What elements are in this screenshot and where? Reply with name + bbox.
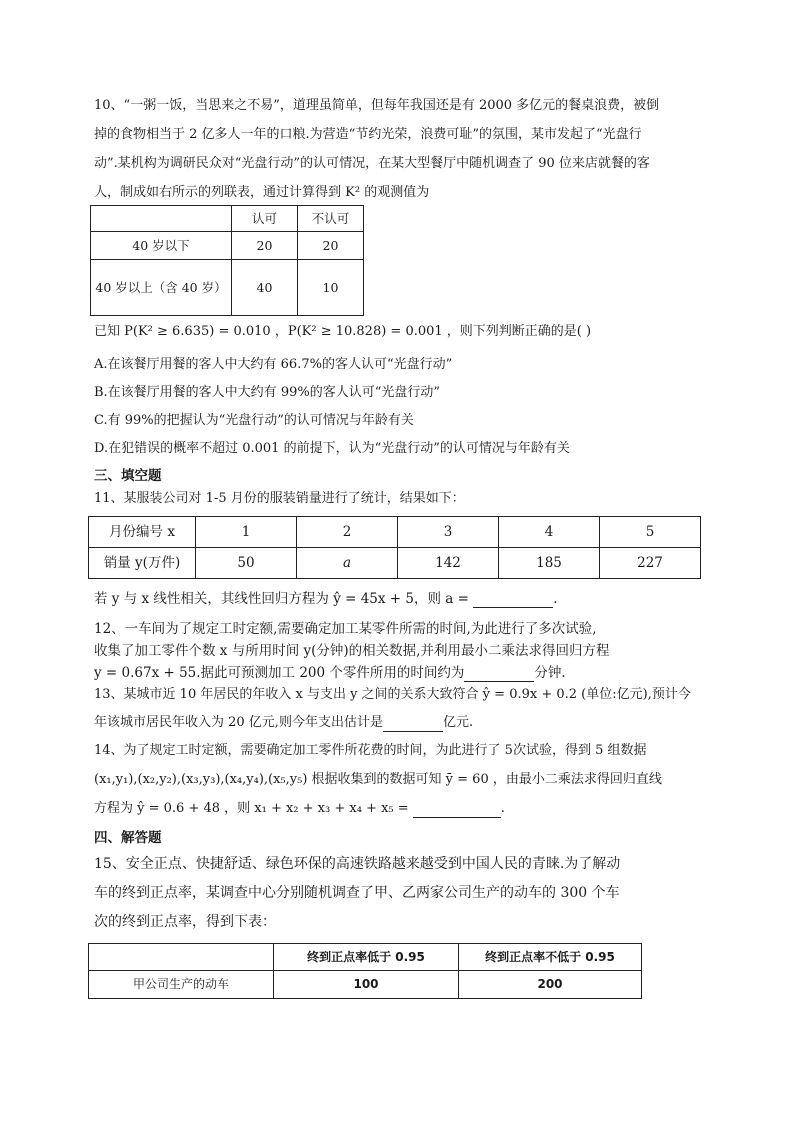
table-cell: 1 [196,517,297,548]
table-row [89,548,701,579]
table-row [91,260,364,316]
table-cell: 20 [298,232,364,260]
q11-question [94,590,558,608]
q12-line-3-tail: 分钟. [534,665,566,681]
table-cell: 50 [196,548,297,579]
table-cell: 5 [600,517,701,548]
table-row [91,206,364,232]
table-cell: 甲公司生产的动车 [89,971,274,999]
table-cell: 200 [459,971,642,999]
q11-sales-table [88,516,701,579]
q11-question-text: 若 y 与 x 线性相关，其线性回归方程为 ŷ = 45x + 5，则 a = [94,591,474,607]
q14-line-3-tail: . [500,801,505,816]
table-cell: 142 [398,548,499,579]
answer-blank [464,667,534,682]
table-cell: 40 [232,260,298,316]
table-cell: 4 [499,517,600,548]
table-cell: 100 [274,971,459,999]
answer-blank [473,593,553,608]
section-heading-answer: 四、解答题 [94,830,162,846]
q10-line-1: 10、“一粥一饭，当思来之不易”，道理虽简单，但每年我国还是有 2000 多亿元的餐桌浪费，被倒 [94,98,660,113]
table-cell: 月份编号 x [89,517,196,548]
table-cell: 40 岁以下 [91,232,232,260]
table-cell: 终到正点率低于 0.95 [274,944,459,971]
table-cell: 2 [297,517,398,548]
q13-line-1: 13、某城市近 10 年居民的年收入 x 与支出 y 之间的关系大致符合 ŷ = 0.9x + 0.2 (单位:亿元),预计今 [94,687,691,702]
table-cell [89,944,274,971]
table-row [91,232,364,260]
table-row [89,971,642,999]
table-cell: 不认可 [298,206,364,232]
q12-line-3 [94,664,566,682]
answer-blank [413,803,501,818]
q10-contingency-table [90,205,364,316]
table-cell: 终到正点率不低于 0.95 [459,944,642,971]
q15-line-1: 15、安全正点、快捷舒适、绿色环保的高速铁路越来越受到中国人民的青睐.为了解动 [94,856,621,872]
q10-option-b: B.在该餐厅用餐的客人中大约有 99%的客人认可“光盘行动” [94,385,441,400]
q14-line-3-text: 方程为 ŷ = 0.6 + 48 ，则 x₁ + x₂ + x₃ + x₄ + x₅ = [94,801,413,816]
answer-blank [383,717,443,732]
table-cell: 40 岁以上（含 40 岁） [91,260,232,316]
section-heading-fill-in: 三、填空题 [94,468,162,484]
q10-line-3: 动”.某机构为调研民众对“光盘行动”的认可情况，在某大型餐厅中随机调查了 90 位来店就餐的客 [94,156,650,171]
q13-line-2-text: 年该城市居民年收入为 20 亿元,则今年支出估计是 [94,715,383,730]
table-cell [91,206,232,232]
q13-line-2 [94,714,473,732]
q10-line-4: 人，制成如右所示的列联表，通过计算得到 K² 的观测值为 [94,185,430,200]
q10-option-d: D.在犯错误的概率不超过 0.001 的前提下，认为“光盘行动”的认可情况与年龄有关 [94,441,570,456]
q15-line-3: 次的终到正点率，得到下表： [94,914,276,930]
q14-line-1: 14、为了规定工时定额，需要确定加工零件所花费的时间，为此进行了 5次试验，得到 5 组数据 [94,743,647,758]
table-cell: 销量 y(万件) [89,548,196,579]
table-cell: 认可 [232,206,298,232]
q10-line-2: 掉的食物相当于 2 亿多人一年的口粮.为营造“节约光荣，浪费可耻”的氛围，某市发起了“光盘行 [94,127,642,142]
table-row [89,944,642,971]
q10-known-probabilities: 已知 P(K² ≥ 6.635) = 0.010 ，P(K² ≥ 10.828) = 0.001 ，则下列判断正确的是( ) [94,324,592,339]
q12-line-2: 收集了加工零件个数 x 与所用时间 y(分钟)的相关数据,并利用最小二乘法求得回归方程 [94,643,610,659]
q11-intro: 11、某服装公司对 1-5 月份的服装销量进行了统计，结果如下： [94,491,465,506]
table-cell: 3 [398,517,499,548]
table-cell: 185 [499,548,600,579]
q13-line-2-tail: 亿元. [442,715,474,730]
table-cell: 20 [232,232,298,260]
q14-line-2: (x₁,y₁),(x₂,y₂),(x₃,y₃),(x₄,y₄),(x₅,y₅) 根据收集到的数据可知 ȳ = 60 ，由最小二乘法求得回归直线 [94,772,662,787]
table-cell: 10 [298,260,364,316]
table-row [89,517,701,548]
q10-option-c: C.有 99%的把握认为“光盘行动”的认可情况与年龄有关 [94,413,414,428]
q15-line-2: 车的终到正点率，某调查中心分别随机调查了甲、乙两家公司生产的动车的 300 个车 [94,885,620,901]
q12-line-3-text: y = 0.67x + 55.据此可预测加工 200 个零件所用的时间约为 [94,665,465,681]
q11-period: . [553,591,558,607]
q15-punctuality-table [88,943,642,999]
q12-line-1: 12、一车间为了规定工时定额,需要确定加工某零件所需的时间,为此进行了多次试验, [94,621,597,637]
table-cell: 227 [600,548,701,579]
q10-option-a: A.在该餐厅用餐的客人中大约有 66.7%的客人认可“光盘行动” [94,357,453,372]
table-cell: a [297,548,398,579]
q14-line-3 [94,800,505,818]
